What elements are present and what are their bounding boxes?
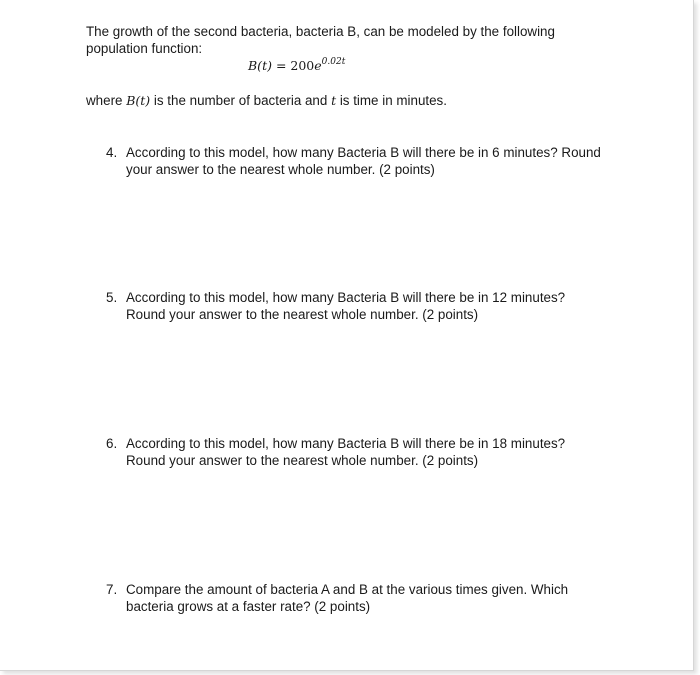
question-line-1: Compare the amount of bacteria A and B at the various times given. Which bbox=[126, 582, 569, 597]
intro-line-2: population function: bbox=[86, 40, 203, 56]
population-formula bbox=[248, 58, 345, 74]
question-number: 6. bbox=[106, 436, 118, 451]
where-function: B(t) bbox=[126, 93, 151, 108]
question-line-1: According to this model, how many Bacteria B will there be in 6 minutes? Round bbox=[126, 145, 601, 160]
where-middle: is the number of bacteria and bbox=[150, 93, 332, 108]
variable-definition bbox=[86, 93, 447, 110]
formula-coefficient: 200 bbox=[290, 58, 315, 73]
intro-paragraph bbox=[86, 24, 555, 57]
question-number: 7. bbox=[106, 582, 118, 597]
question-number: 4. bbox=[106, 145, 118, 160]
question-line-2: Round your answer to the nearest whole number. (2 points) bbox=[126, 306, 479, 322]
question-number: 5. bbox=[106, 290, 118, 305]
formula-equals: = bbox=[271, 58, 291, 73]
formula-lhs: B(t) bbox=[248, 58, 272, 73]
question-line-2: your answer to the nearest whole number. (2 points) bbox=[126, 161, 435, 177]
where-suffix: is time in minutes. bbox=[336, 93, 447, 108]
question-line-2: bacteria grows at a faster rate? (2 points) bbox=[126, 598, 371, 614]
formula-exponent: 0.02t bbox=[321, 57, 346, 67]
where-variable: t bbox=[331, 93, 337, 108]
where-prefix: where bbox=[86, 93, 127, 108]
question-line-2: Round your answer to the nearest whole number. (2 points) bbox=[126, 452, 479, 468]
question-line-1: According to this model, how many Bacteria B will there be in 18 minutes? bbox=[126, 436, 566, 451]
question-line-1: According to this model, how many Bacteria B will there be in 12 minutes? bbox=[126, 290, 566, 305]
intro-line-1: The growth of the second bacteria, bacteria B, can be modeled by the following bbox=[86, 24, 555, 39]
formula-base: e bbox=[314, 58, 322, 73]
